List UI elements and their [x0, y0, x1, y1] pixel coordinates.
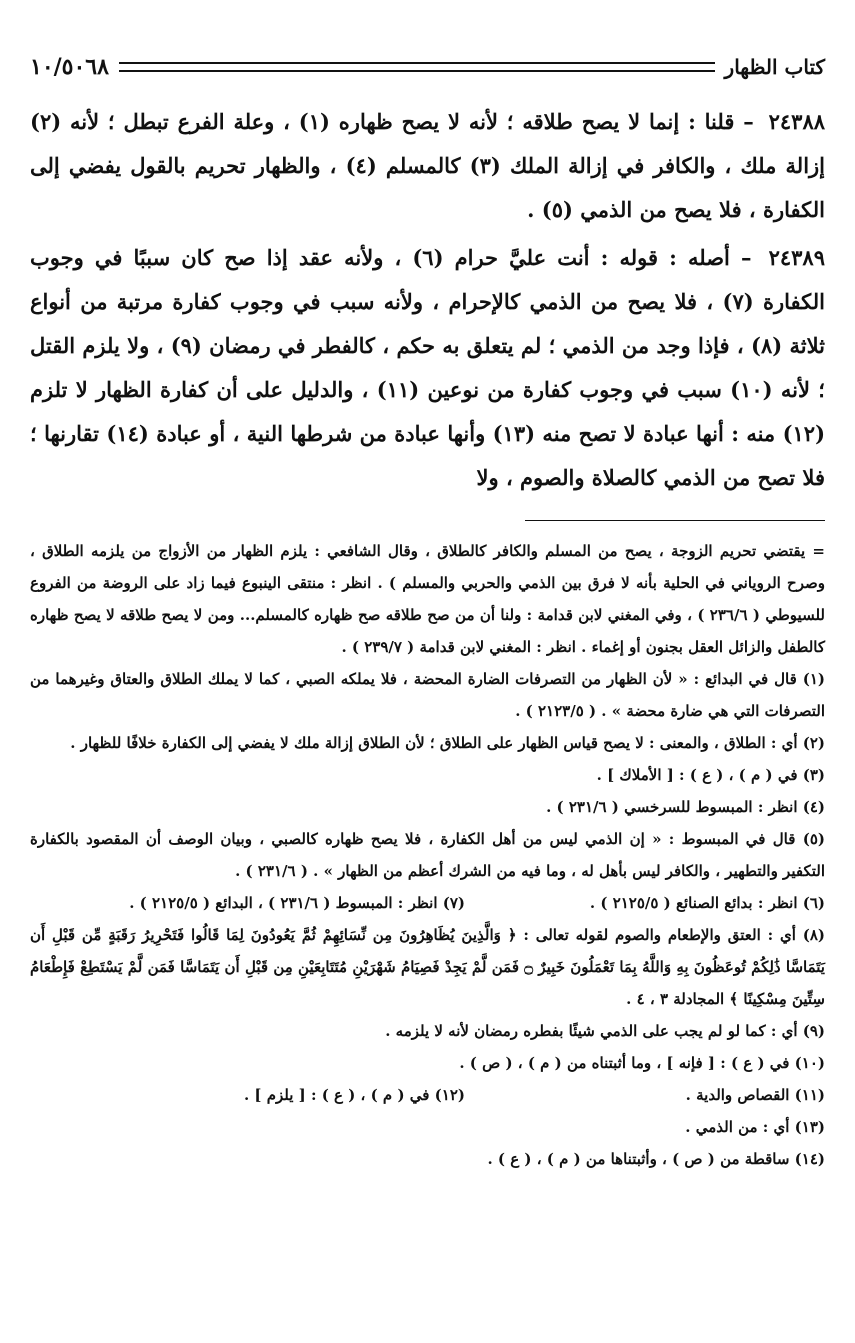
footnote-14: (١٤) ساقطة من ( ص ) ، وأثبتناها من ( م ) ، ( ع ) .	[487, 1150, 825, 1168]
footnote-4: (٤) انظر : المبسوط للسرخسي ( ٢٣١/٦ ) .	[546, 798, 825, 816]
footnote-5: (٥) قال في المبسوط : « إن الذمي ليس من أهل الكفارة ، فلا يصح ظهاره كالصبي ، وبيان الوصف أن المقصود بالكفارة التكفير والتطهير ، والكافر ليس بأهل له ، وما فيه من الشرك أعظم من الظهار » . ( ٢٣١/٦ ) .	[30, 830, 825, 880]
volume-page-number: ١٠/٥٠٦٨	[30, 54, 109, 80]
paragraph-text: – أصله : قوله : أنت عليَّ حرام (٦) ، ولأنه عقد إذا صح كان سببًا في وجوب الكفارة (٧) ، فلا يصح من الذمي كالإحرام ، ولأنه سبب في وجوب كفارة مرتبة من أنواع ثلاثة (٨) ، فإذا وجد من الذمي ؛ لم يتعلق به حكم ، كالفطر في رمضان (٩) ، ولا يلزم القتل ؛ لأنه (١٠) سبب في وجوب كفارة من نوعين (١١) ، والدليل على أن كفارة الظهار لا تلزم (١٢) منه : أنها عبادة لا تصح منه (١٣) وأنها عبادة من شرطها النية ، أو عبادة (١٤) تقارنها ؛ فلا تصح من الذمي كالصلاة والصوم ، ولا	[30, 245, 826, 490]
paragraph	[30, 100, 825, 232]
footnote-row	[30, 1079, 825, 1111]
footnote-13: (١٣) أي : من الذمي .	[685, 1118, 825, 1136]
running-header	[30, 50, 825, 84]
footnote-row	[30, 887, 825, 919]
footnote-separator	[525, 520, 825, 521]
footnote-2: (٢) أي : الطلاق ، والمعنى : لا يصح قياس الظهار على الطلاق ؛ لأن الطلاق إزالة ملك لا يفضي إلى الكفارة خلافًا للظهار .	[70, 734, 825, 752]
book-title: كتاب الظهار	[724, 55, 825, 79]
header-double-rule	[119, 62, 715, 72]
footnote-7: (٧) انظر : المبسوط ( ٢٣١/٦ ) ، البدائع ( ٢١٢٥/٥ ) .	[129, 894, 465, 912]
footnote-12: (١٢) في ( م ) ، ( ع ) : [ يلزم ] .	[243, 1086, 465, 1104]
paragraph-number: ٢٤٣٨٩	[768, 245, 825, 270]
footnote-1: (١) قال في البدائع : « لأن الظهار من التصرفات الضارة المحضة ، فلا يملكه الصبي ، كما لا يملك الطلاق والعتاق وغيرهما من التصرفات التي هي ضارة محضة » . ( ٢١٢٣/٥ ) .	[30, 670, 825, 720]
footnote-continuation: = يقتضي تحريم الزوجة ، يصح من المسلم والكافر كالطلاق ، وقال الشافعي : يلزم الظهار من الأزواج من يلزمه الطلاق ، وصرح الروياني في الحلية بأنه لا فرق بين الذمي والحربي والمسلم ) . انظر : منتقى الينبوع فيما زاد على الروضة من الفروع للسيوطي ( ٢٣٦/٦ ) ، وفي المغني لابن قدامة : ولنا أن من صح طلاقه صح ظهاره كالمسلم... ومن لا يصح طلاقه لا يصح ظهاره كالطفل والزائل العقل بجنون أو إغماء . انظر : المغني لابن قدامة ( ٢٣٩/٧ ) .	[30, 542, 825, 656]
footnote-8: (٨) أي : العتق والإطعام والصوم لقوله تعالى : ﴿ وَالَّذِينَ يُظَاهِرُونَ مِن نِّسَائِهِمْ ثُمَّ يَعُودُونَ لِمَا قَالُوا فَتَحْرِيرُ رَقَبَةٍ مِّن قَبْلِ أَن يَتَمَاسَّا ذَٰلِكُمْ تُوعَظُونَ بِهِ وَاللَّهُ بِمَا تَعْمَلُونَ خَبِيرٌ ۝ فَمَن لَّمْ يَجِدْ فَصِيَامُ شَهْرَيْنِ مُتَتَابِعَيْنِ مِن قَبْلِ أَن يَتَمَاسَّا فَمَن لَّمْ يَسْتَطِعْ فَإِطْعَامُ سِتِّينَ مِسْكِينًا ﴾ المجادلة ٣ ، ٤ .	[30, 926, 825, 1008]
paragraph-number: ٢٤٣٨٨	[768, 109, 826, 134]
footnote-9: (٩) أي : كما لو لم يجب على الذمي شيئًا بفطره رمضان لأنه لا يلزمه .	[385, 1022, 825, 1040]
paragraph-text: – قلنا : إنما لا يصح طلاقه ؛ لأنه لا يصح ظهاره (١) ، وعلة الفرع تبطل ؛ لأنه (٢) إزالة ملك ، والكافر في إزالة الملك (٣) كالمسلم (٤) ، والظهار تحريم بالقول يفضي إلى الكفارة ، فلا يصح من الذمي (٥) .	[30, 109, 826, 222]
paragraph	[30, 236, 825, 500]
footnotes	[30, 535, 825, 1175]
book-page	[30, 50, 825, 1175]
main-text	[30, 100, 825, 500]
footnote-3: (٣) في ( م ) ، ( ع ) : [ الأملاك ] .	[596, 766, 825, 784]
footnote-11: (١١) القصاص والدية .	[685, 1086, 825, 1104]
footnote-6: (٦) انظر : بدائع الصنائع ( ٢١٢٥/٥ ) .	[589, 894, 825, 912]
footnote-10: (١٠) في ( ع ) : [ فإنه ] ، وما أثبتناه من ( م ) ، ( ص ) .	[459, 1054, 825, 1072]
